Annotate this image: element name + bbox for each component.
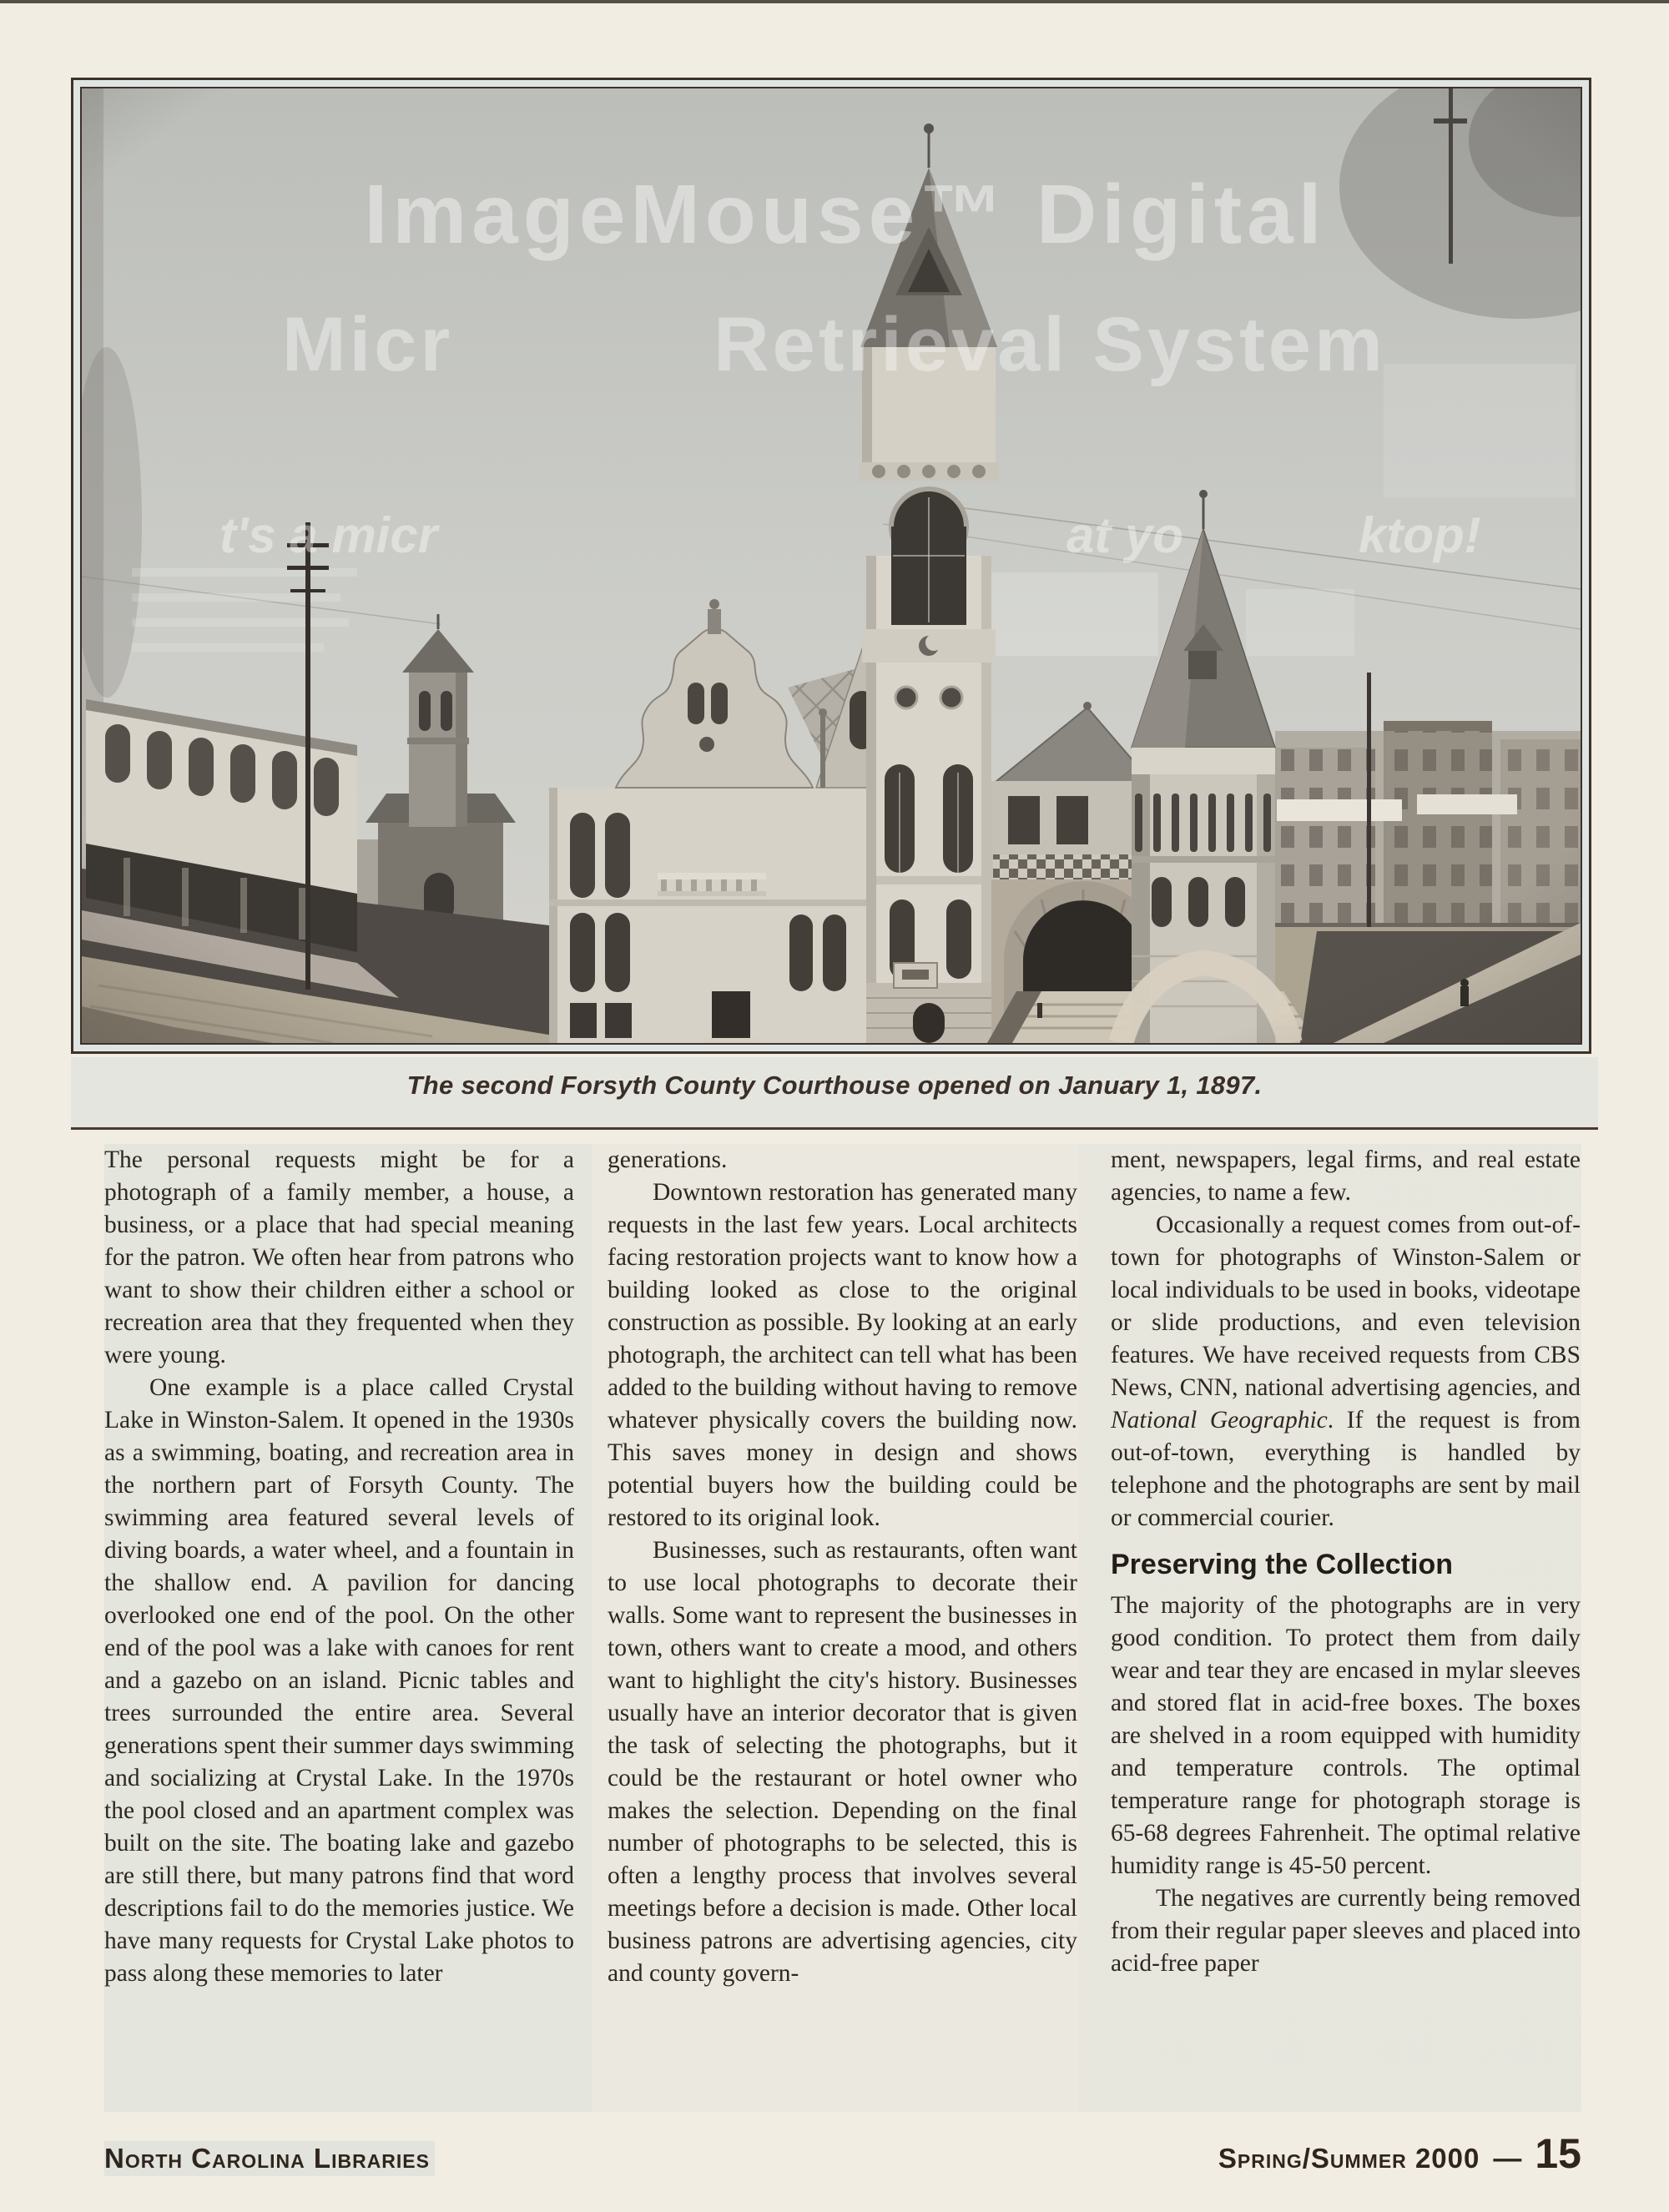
page-top-scan-edge — [0, 0, 1669, 3]
ghost-text-line3-right: ktop! — [1359, 507, 1481, 563]
body-paragraph: ment, newspapers, legal firms, and real estate agencies, to name a few. — [1111, 1146, 1581, 1206]
journal-title: North Carolina Libraries — [104, 2141, 435, 2176]
column-1 — [104, 1144, 574, 2112]
photo-caption: The second Forsyth County Courthouse opened on January 1, 1897. — [406, 1071, 1263, 1100]
page-number: 15 — [1535, 2130, 1581, 2177]
paragraph-text: . If the request is from out-of-town, everything is handled by telephone and the photographs are sent by mail or commercial courier. — [1111, 1407, 1581, 1531]
section-heading: Preserving the Collection — [1111, 1549, 1453, 1580]
courthouse-photo — [80, 87, 1582, 1045]
ghost-text-line1: ImageMouse™ Digital — [364, 168, 1327, 261]
divider-rule — [71, 1127, 1598, 1130]
body-paragraph — [1111, 1209, 1581, 1534]
publication-name-italic: National Geographic — [1111, 1407, 1328, 1434]
issue-date: Spring/Summer 2000 — [1218, 2143, 1480, 2174]
courthouse-photo-illustration — [82, 88, 1581, 1043]
paragraph-text: Occasionally a request comes from out-of-town for photographs of Winston-Salem or local individuals to be used in books, videotape or slide productions, and even television features. We have received requests from CBS News, CNN, national advertising agencies, and — [1111, 1212, 1581, 1401]
column-3 — [1111, 1144, 1581, 2112]
ghost-text-line3-mid: at yo — [1066, 507, 1184, 563]
article-columns — [104, 1144, 1581, 2112]
courthouse-photo-frame — [71, 78, 1591, 1054]
body-paragraph: The personal requests might be for a photograph of a family member, a house, a business, or a place that had special meaning for the patron. We often hear from patrons who want to show their children either a school or recreation area that they frequented when they were young. — [104, 1146, 574, 1368]
body-paragraph: generations. — [608, 1146, 728, 1173]
ghost-text-line2-right: Retrieval System — [713, 302, 1386, 387]
body-paragraph: The negatives are currently being removed from their regular paper sleeves and placed into acid-free paper — [1111, 1885, 1581, 1977]
issue-info — [1218, 2129, 1581, 2178]
column-2 — [608, 1144, 1077, 2112]
body-paragraph: Businesses, such as restaurants, often want to use local photographs to decorate their walls. Some want to represent the businesses in town, others want to create a mood, and others want to highlight the city's history. Businesses usually have an interior decorator that is given the task of selecting the photographs, but it could be the restaurant or hotel owner who makes the selection. Depending on the final number of photographs to be selected, this is often a lengthy process that involves several meetings before a decision is made. Other local business patrons are advertising agencies, city and county govern- — [608, 1537, 1077, 1987]
body-paragraph: The majority of the photographs are in very good condition. To protect them from daily wear and tear they are encased in mylar sleeves and stored flat in acid-free boxes. The boxes are shelved in a room equipped with humidity and temperature controls. The optimal temperature range for photograph storage is 65-68 degrees Fahrenheit. The optimal relative humidity range is 45-50 percent. — [1111, 1592, 1581, 1879]
ghost-text-line2-left: Micr — [282, 302, 454, 387]
ghost-text-line3-left: t's a micr — [219, 507, 438, 563]
body-paragraph: Downtown restoration has generated many requests in the last few years. Local architects facing restoration projects want to know how a building looked as close to the original construction as possible. By looking at an early photograph, the architect can tell what has been added to the building without having to remove whatever physically covers the building now. This saves money in design and shows potential buyers how the building could be restored to its original look. — [608, 1179, 1077, 1531]
issue-dash: — — [1493, 2143, 1522, 2174]
body-paragraph: One example is a place called Crystal Lake in Winston-Salem. It opened in the 1930s as a swimming, boating, and recreation area in the northern part of Forsyth County. The swimming area featured several levels of diving boards, a water wheel, and a fountain in the shallow end. A pavilion for dancing overlooked one end of the pool. On the other end of the pool was a lake with canoes for rent and a gazebo on an island. Picnic tables and trees surrounded the entire area. Several generations spent their summer days swimming and socializing at Crystal Lake. In the 1970s the pool closed and an apartment complex was built on the site. The boating lake and gazebo are still there, but many patrons find that word descriptions fail to do the memories justice. We have many requests for Crystal Lake photos to pass along these memories to later — [104, 1374, 574, 1987]
page-footer — [104, 2129, 1581, 2178]
